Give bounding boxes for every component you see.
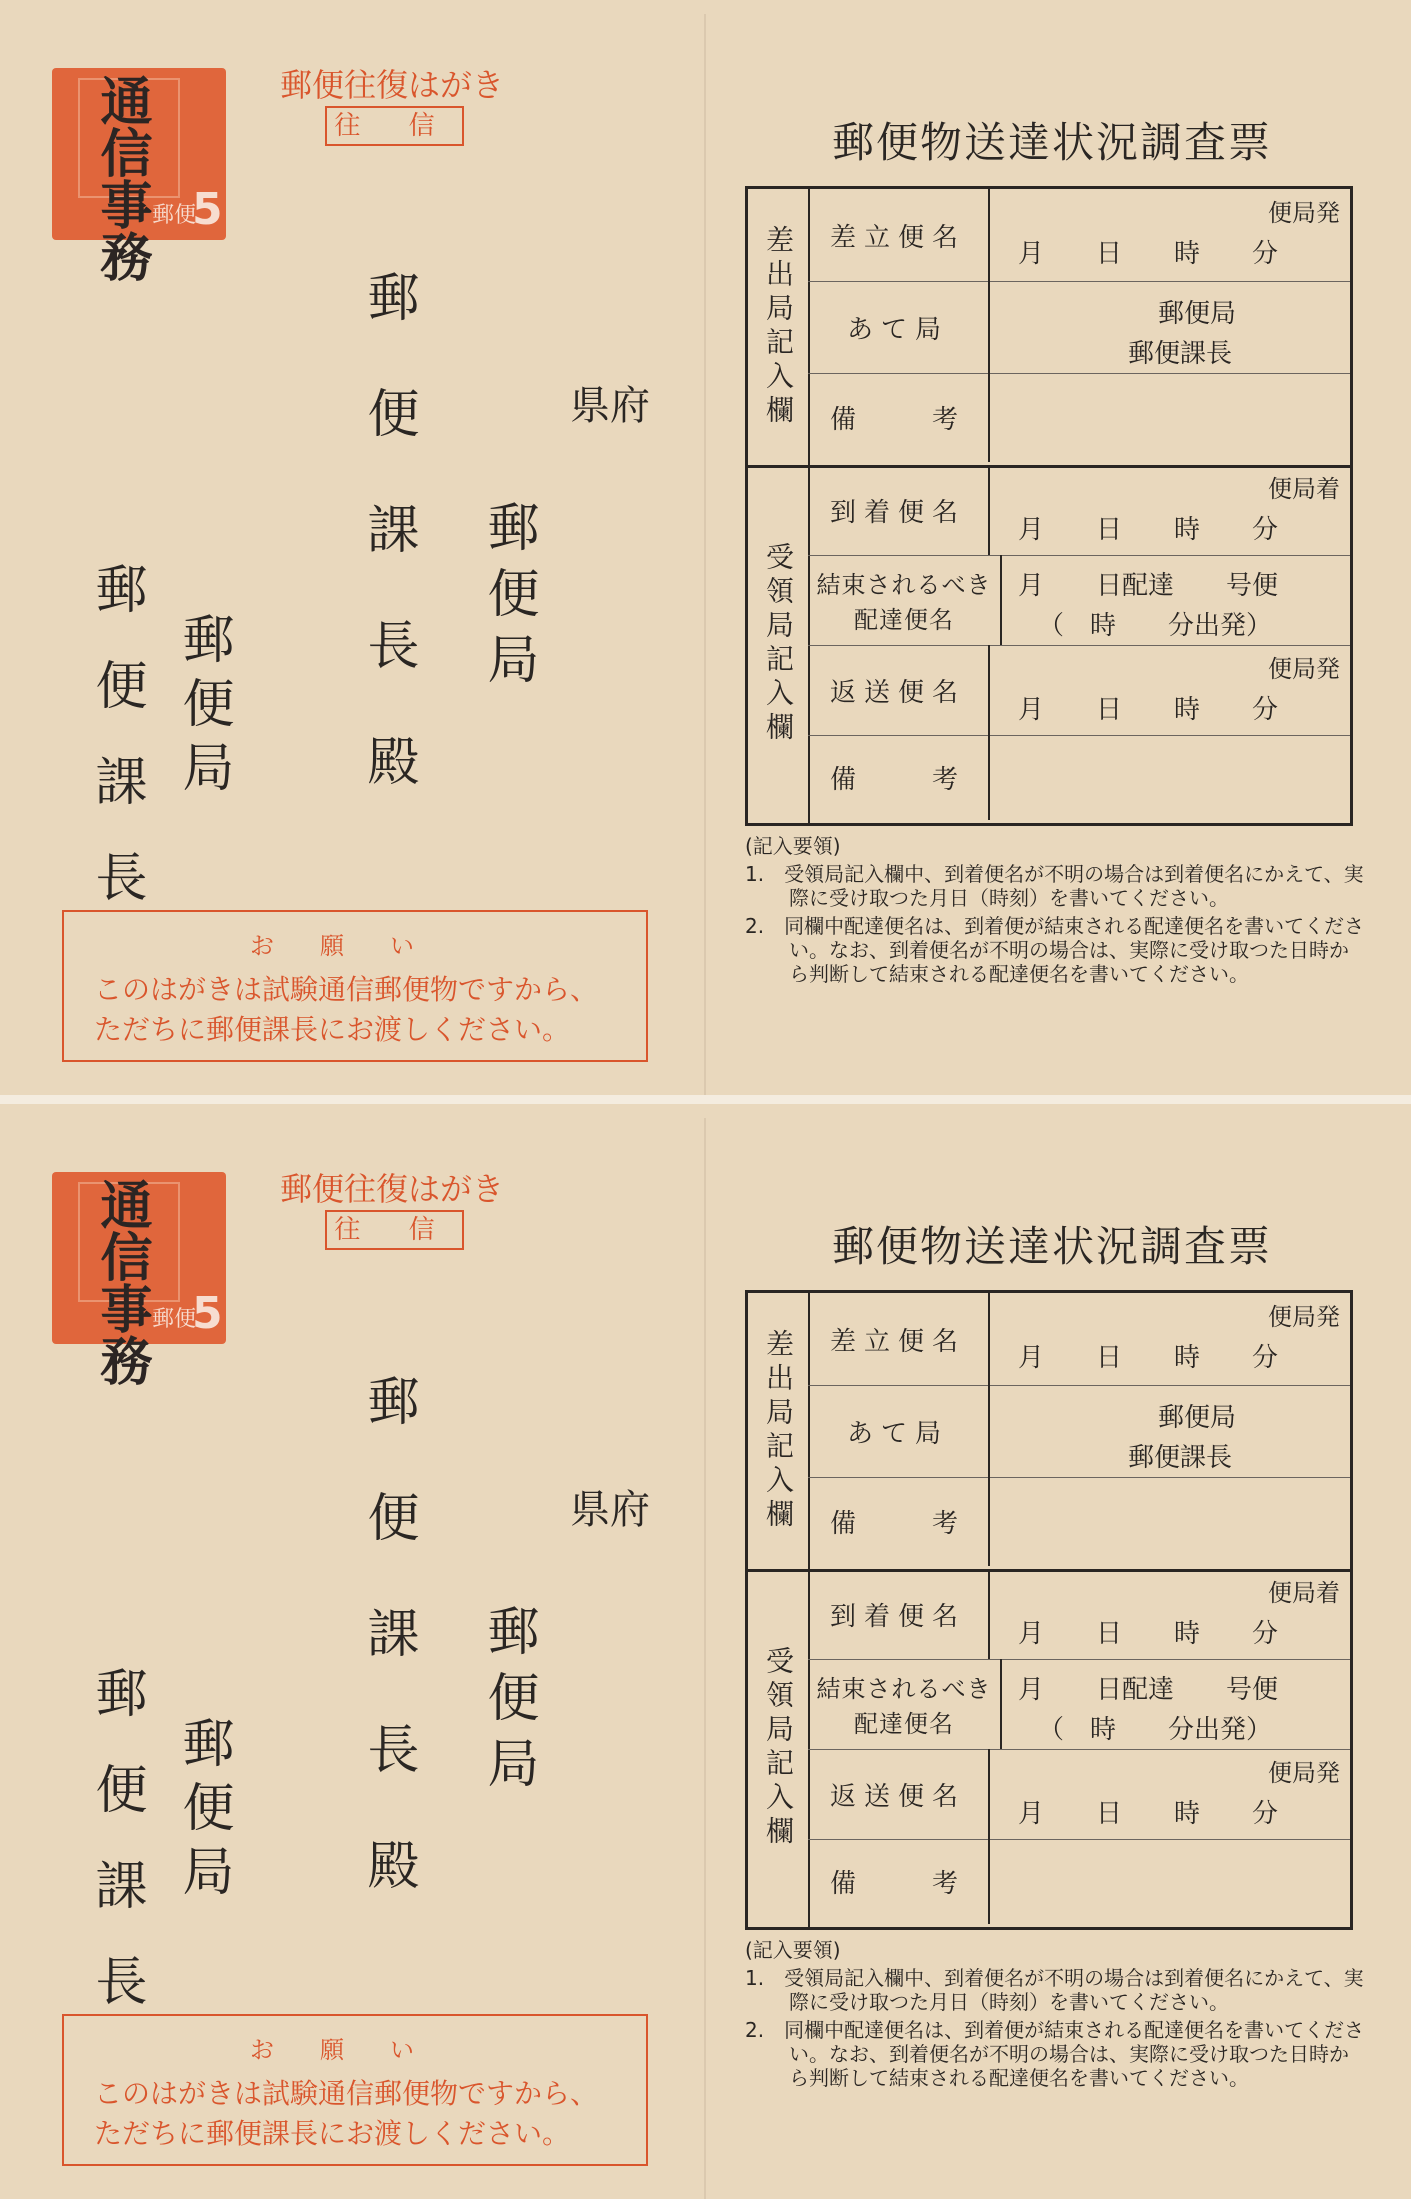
instruction-2: 2. 同欄中配達便名は、到着便が結束される配達便名を書いてください。なお、到着便名が不明の場合は、実際に受け取つた日時から判断して結束される配達便名を書いてください。 bbox=[745, 914, 1365, 986]
row-value bbox=[998, 1839, 1340, 1924]
receiver-section bbox=[748, 465, 1350, 823]
row-label: 返送便名 bbox=[808, 1749, 990, 1839]
stamp-value: 5 bbox=[192, 1288, 223, 1339]
request-box bbox=[62, 910, 648, 1062]
request-line-1: このはがきは試験通信郵便物ですから、 bbox=[94, 973, 599, 1006]
survey-title: 郵便物送達状況調査票 bbox=[832, 1222, 1273, 1271]
row-value bbox=[998, 735, 1340, 820]
sender-office: 郵便局 bbox=[173, 1716, 233, 1908]
row-label: 結束されるべき配達便名 bbox=[808, 555, 1002, 645]
post-office-main: 郵便局 bbox=[478, 1604, 538, 1802]
tsushin-overprint: 通信事務 bbox=[91, 1178, 152, 1386]
fold-line bbox=[704, 1118, 706, 2199]
sender-section-label: 差出局記入欄 bbox=[748, 1293, 810, 1569]
request-title: お願い bbox=[250, 2036, 460, 2064]
row-value: 月 日配達 号便 （ 時 分出発） bbox=[1018, 1675, 1279, 1745]
row-label: 到着便名 bbox=[808, 465, 990, 555]
request-title: お願い bbox=[250, 932, 460, 960]
card-title: 郵便往復はがき bbox=[280, 1170, 505, 1208]
sender-section bbox=[748, 189, 1350, 468]
table-row bbox=[808, 1569, 1350, 1660]
survey-title: 郵便物送達状況調査票 bbox=[832, 118, 1273, 167]
survey-table bbox=[745, 1290, 1353, 1930]
sender-section-label: 差出局記入欄 bbox=[748, 189, 810, 465]
postcard-top bbox=[0, 0, 1411, 1095]
table-row bbox=[808, 645, 1350, 736]
row-label: 備 考 bbox=[808, 1477, 990, 1566]
row-value: 月 日配達 号便 （ 時 分出発） bbox=[1018, 571, 1279, 641]
row-label: 備 考 bbox=[808, 373, 990, 462]
row-label: 結束されるべき配達便名 bbox=[808, 1659, 1002, 1749]
fold-line bbox=[704, 14, 706, 1095]
row-value: 月 日 時 分 便局発 bbox=[1018, 199, 1340, 269]
instructions-head: (記入要領) bbox=[745, 1938, 841, 1962]
table-row bbox=[808, 1839, 1350, 1924]
post-office-main: 郵便局 bbox=[478, 500, 538, 698]
row-value bbox=[998, 1477, 1340, 1566]
table-row bbox=[808, 1749, 1350, 1840]
row-label: 備 考 bbox=[808, 735, 990, 820]
addressee-main: 郵便課長殿 bbox=[358, 270, 418, 850]
row-label: あて局 bbox=[808, 281, 990, 373]
table-row bbox=[808, 1659, 1350, 1750]
sender-title: 郵便課長 bbox=[86, 562, 146, 946]
row-label: 差立便名 bbox=[808, 189, 990, 281]
receiver-section bbox=[748, 1569, 1350, 1927]
request-line-2: ただちに郵便課長にお渡しください。 bbox=[94, 1013, 571, 1046]
sender-office: 郵便局 bbox=[173, 612, 233, 804]
stamp-value: 5 bbox=[192, 184, 223, 235]
instructions bbox=[745, 1938, 1365, 2090]
request-box bbox=[62, 2014, 648, 2166]
row-label: 返送便名 bbox=[808, 645, 990, 735]
postcard-bottom bbox=[0, 1104, 1411, 2199]
receiver-section-label: 受領局記入欄 bbox=[748, 465, 810, 823]
survey-table bbox=[745, 186, 1353, 826]
table-row bbox=[808, 1385, 1350, 1478]
addressee-main: 郵便課長殿 bbox=[358, 1374, 418, 1954]
row-value bbox=[998, 373, 1340, 462]
prefecture-label: 県府 bbox=[570, 1487, 650, 1533]
table-row bbox=[808, 281, 1350, 374]
row-value: 月 日 時 分 便局発 bbox=[1018, 1303, 1340, 1373]
stamp-label: 郵便 bbox=[152, 203, 197, 228]
card-title: 郵便往復はがき bbox=[280, 66, 505, 104]
table-row bbox=[808, 373, 1350, 462]
table-row bbox=[808, 1477, 1350, 1566]
oushin-label: 往 信 bbox=[325, 1210, 464, 1250]
row-value: 郵便局 郵便課長 bbox=[1128, 299, 1237, 369]
row-value: 郵便局 郵便課長 bbox=[1128, 1403, 1237, 1473]
prefecture-label: 県府 bbox=[570, 383, 650, 429]
tsushin-overprint: 通信事務 bbox=[91, 74, 152, 282]
sender-title: 郵便課長 bbox=[86, 1666, 146, 2050]
row-value: 月 日 時 分 便局着 bbox=[1018, 1579, 1340, 1649]
instruction-1: 1. 受領局記入欄中、到着便名が不明の場合は到着便名にかえて、実際に受け取つた月日（時刻）を書いてください。 bbox=[745, 862, 1364, 910]
sender-section bbox=[748, 1293, 1350, 1572]
table-row bbox=[808, 465, 1350, 556]
receiver-section-label: 受領局記入欄 bbox=[748, 1569, 810, 1927]
table-row bbox=[808, 735, 1350, 820]
table-row bbox=[808, 189, 1350, 282]
request-line-1: このはがきは試験通信郵便物ですから、 bbox=[94, 2077, 599, 2110]
oushin-label: 往 信 bbox=[325, 106, 464, 146]
stamp-label: 郵便 bbox=[152, 1307, 197, 1332]
row-value: 月 日 時 分 便局発 bbox=[1018, 1759, 1340, 1829]
row-value: 月 日 時 分 便局発 bbox=[1018, 655, 1340, 725]
row-label: 備 考 bbox=[808, 1839, 990, 1924]
row-label: 差立便名 bbox=[808, 1293, 990, 1385]
instructions bbox=[745, 834, 1365, 986]
row-value: 月 日 時 分 便局着 bbox=[1018, 475, 1340, 545]
instruction-1: 1. 受領局記入欄中、到着便名が不明の場合は到着便名にかえて、実際に受け取つた月日（時刻）を書いてください。 bbox=[745, 1966, 1364, 2014]
row-label: 到着便名 bbox=[808, 1569, 990, 1659]
instructions-head: (記入要領) bbox=[745, 834, 841, 858]
instruction-2: 2. 同欄中配達便名は、到着便が結束される配達便名を書いてください。なお、到着便名が不明の場合は、実際に受け取つた日時から判断して結束される配達便名を書いてください。 bbox=[745, 2018, 1365, 2090]
table-row bbox=[808, 555, 1350, 646]
table-row bbox=[808, 1293, 1350, 1386]
request-line-2: ただちに郵便課長にお渡しください。 bbox=[94, 2117, 571, 2150]
row-label: あて局 bbox=[808, 1385, 990, 1477]
